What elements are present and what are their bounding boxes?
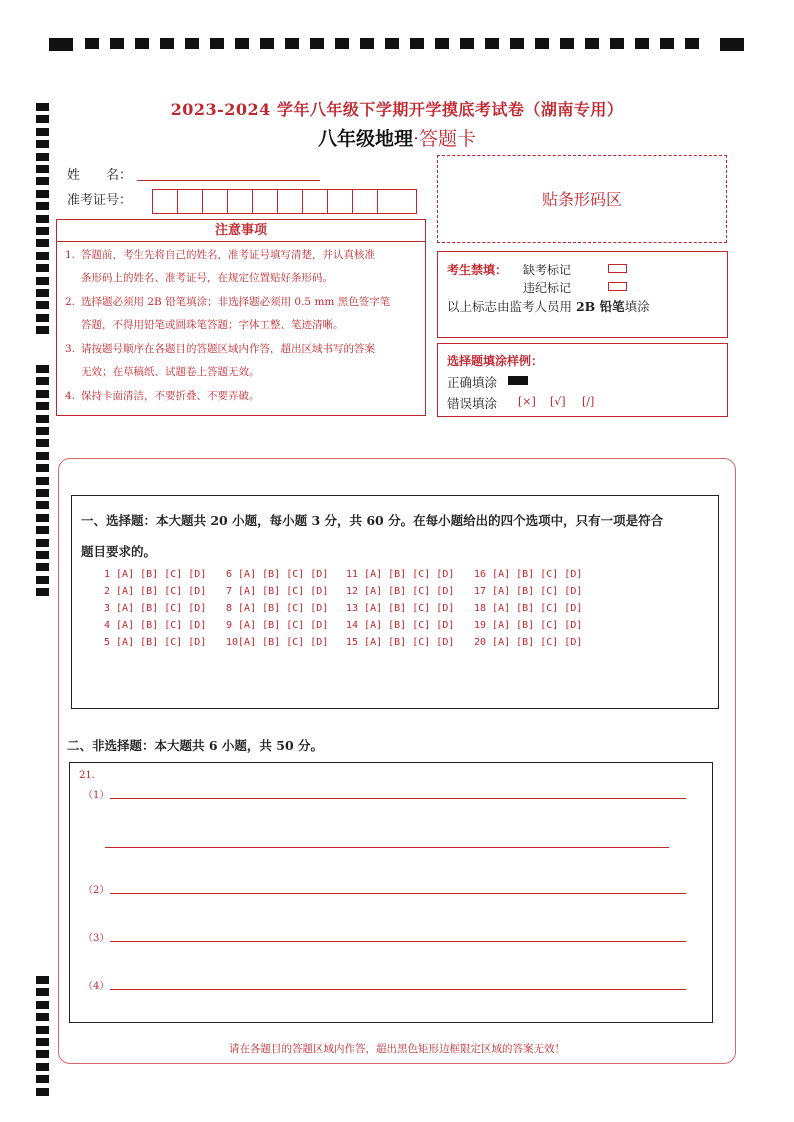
wrong-fill-label: 错误填涂 (447, 396, 498, 411)
wrong-mark-x: [×] (518, 395, 536, 408)
exam-id-boxes[interactable] (152, 189, 417, 214)
mc-question[interactable]: 14 [A] [B] [C] [D] (346, 620, 455, 631)
id-digit-box[interactable] (153, 190, 178, 213)
timing-mark (36, 588, 49, 596)
mc-question[interactable]: 10[A] [B] [C] [D] (226, 637, 329, 648)
non-mc-section-title: 二、非选择题：本大题共 6 小题，共 50 分。 (67, 738, 324, 753)
mc-question[interactable]: 5 [A] [B] [C] [D] (104, 637, 207, 648)
timing-mark (36, 439, 49, 447)
wrong-mark-check: [√] (550, 395, 566, 408)
exam-title: 2023-2024 学年八年级下学期开学摸底考试卷（湖南专用） (170, 100, 624, 119)
id-digit-box[interactable] (228, 190, 253, 213)
timing-mark (36, 277, 49, 285)
mc-question[interactable]: 2 [A] [B] [C] [D] (104, 586, 207, 597)
fill-sample-title: 选择题填涂样例： (447, 354, 544, 368)
timing-mark (36, 314, 49, 322)
mc-question[interactable]: 18 [A] [B] [C] [D] (474, 603, 583, 614)
mc-question[interactable]: 12 [A] [B] [C] [D] (346, 586, 455, 597)
answer-line[interactable] (110, 798, 686, 799)
violation-label: 违纪标记 (523, 281, 572, 295)
timing-mark (36, 402, 49, 410)
answer-line[interactable] (105, 847, 669, 848)
violation-mark-box[interactable] (608, 282, 627, 291)
mc-question[interactable]: 7 [A] [B] [C] [D] (226, 586, 329, 597)
timing-mark (36, 563, 49, 571)
mc-question[interactable]: 3 [A] [B] [C] [D] (104, 603, 207, 614)
part-label: （1） (83, 790, 110, 801)
timing-mark (36, 514, 49, 522)
mc-section-title-cont: 题目要求的。 (81, 544, 157, 559)
timing-mark (36, 1088, 49, 1096)
exam-ban-box (437, 251, 728, 338)
timing-mark (36, 1013, 49, 1021)
timing-mark (36, 427, 49, 435)
timing-mark (36, 489, 49, 497)
id-digit-box[interactable] (278, 190, 303, 213)
subtitle-dot: · (412, 128, 420, 150)
absent-mark-box[interactable] (608, 264, 627, 273)
id-digit-box[interactable] (378, 190, 403, 213)
question-number: 21. (79, 770, 95, 781)
id-label: 准考证号： (67, 193, 133, 208)
timing-mark (36, 239, 49, 247)
timing-mark (36, 477, 49, 485)
mc-question[interactable]: 1 [A] [B] [C] [D] (104, 569, 207, 580)
timing-mark (36, 539, 49, 547)
notes-box (56, 241, 426, 416)
name-label: 姓 名： (67, 168, 133, 183)
timing-mark (36, 165, 49, 173)
timing-mark (36, 1063, 49, 1071)
barcode-label: 贴条形码区 (541, 190, 622, 209)
id-digit-box[interactable] (353, 190, 378, 213)
mc-question[interactable]: 17 [A] [B] [C] [D] (474, 586, 583, 597)
barcode-area (437, 155, 727, 243)
card-label: 答题卡 (419, 128, 477, 150)
mc-question[interactable]: 9 [A] [B] [C] [D] (226, 620, 329, 631)
subject-title: 八年级地理 (317, 128, 413, 150)
absent-label: 缺考标记 (523, 263, 572, 277)
note-item: 2. 选择题必须用 2B 铅笔填涂；非选择题必须用 0.5 mm 黑色签字笔 答题，不得用铅笔或圆珠笔答题；字体工整、笔迹清晰。 (65, 296, 391, 331)
mc-question[interactable]: 20 [A] [B] [C] [D] (474, 637, 583, 648)
mc-question[interactable]: 4 [A] [B] [C] [D] (104, 620, 207, 631)
timing-mark (36, 227, 49, 235)
mc-section-box (71, 495, 719, 709)
ban-note: 以上标志由监考人员用 2B 铅笔填涂 (447, 299, 650, 314)
card-subtitle (0, 124, 794, 151)
part-label: （2） (83, 885, 110, 896)
timing-mark (36, 215, 49, 223)
timing-mark (36, 988, 49, 996)
part-label: （3） (83, 933, 110, 944)
timing-mark (36, 1026, 49, 1034)
timing-mark (36, 377, 49, 385)
id-digit-box[interactable] (203, 190, 228, 213)
mc-question[interactable]: 6 [A] [B] [C] [D] (226, 569, 329, 580)
mc-question[interactable]: 16 [A] [B] [C] [D] (474, 569, 583, 580)
correct-fill-label: 正确填涂 (447, 375, 498, 390)
mc-question[interactable]: 19 [A] [B] [C] [D] (474, 620, 583, 631)
timing-mark (36, 365, 49, 373)
timing-mark (36, 153, 49, 161)
id-digit-box[interactable] (303, 190, 328, 213)
notes-title: 注意事项 (56, 219, 426, 241)
timing-mark (36, 390, 49, 398)
note-item: 1. 答题前，考生先将自己的姓名，准考证号填写清楚，并认真核准 条形码上的姓名、准考证号，在规定位置贴好条形码。 (65, 249, 375, 284)
correct-fill-sample (508, 376, 528, 385)
timing-mark (36, 326, 49, 334)
timing-mark (36, 1075, 49, 1083)
answer-line[interactable] (110, 893, 686, 894)
timing-mark (36, 452, 49, 460)
timing-mark (36, 252, 49, 260)
id-digit-box[interactable] (178, 190, 203, 213)
wrong-mark-slash: [/] (582, 395, 595, 408)
note-item: 3. 请按题号顺序在各题目的答题区域内作答，超出区域书写的答案 无效；在草稿纸、试题卷上答题无效。 (65, 343, 375, 378)
mc-question[interactable]: 13 [A] [B] [C] [D] (346, 603, 455, 614)
mc-question[interactable]: 15 [A] [B] [C] [D] (346, 637, 455, 648)
mc-question[interactable]: 11 [A] [B] [C] [D] (346, 569, 455, 580)
exam-ban-label: 考生禁填： (447, 263, 508, 277)
timing-mark (36, 551, 49, 559)
timing-mark (36, 301, 49, 309)
timing-mark (36, 415, 49, 423)
answer-line[interactable] (110, 941, 686, 942)
timing-mark (36, 177, 49, 185)
name-field[interactable] (137, 180, 320, 181)
timing-mark (36, 264, 49, 272)
fill-sample-box (437, 343, 728, 417)
part-label: （4） (83, 981, 110, 992)
q21-answer-box[interactable] (69, 762, 713, 1023)
timing-mark (36, 976, 49, 984)
note-item: 4. 保持卡面清洁，不要折叠、不要弄破。 (65, 390, 260, 402)
timing-mark (36, 464, 49, 472)
mc-section-title: 一、选择题：本大题共 20 小题，每小题 3 分，共 60 分。在每小题给出的四个选项中，只有一项是符合 (81, 513, 664, 528)
id-digit-box[interactable] (328, 190, 353, 213)
timing-mark (36, 576, 49, 584)
timing-mark (36, 202, 49, 210)
timing-mark (36, 1001, 49, 1009)
id-digit-box[interactable] (253, 190, 278, 213)
timing-mark (36, 526, 49, 534)
timing-mark (36, 190, 49, 198)
footer-note: 请在各题目的答题区域内作答，超出黑色矩形边框限定区域的答案无效！ (229, 1043, 565, 1055)
answer-line[interactable] (110, 989, 686, 990)
timing-mark (36, 289, 49, 297)
mc-question[interactable]: 8 [A] [B] [C] [D] (226, 603, 329, 614)
timing-mark (36, 501, 49, 509)
